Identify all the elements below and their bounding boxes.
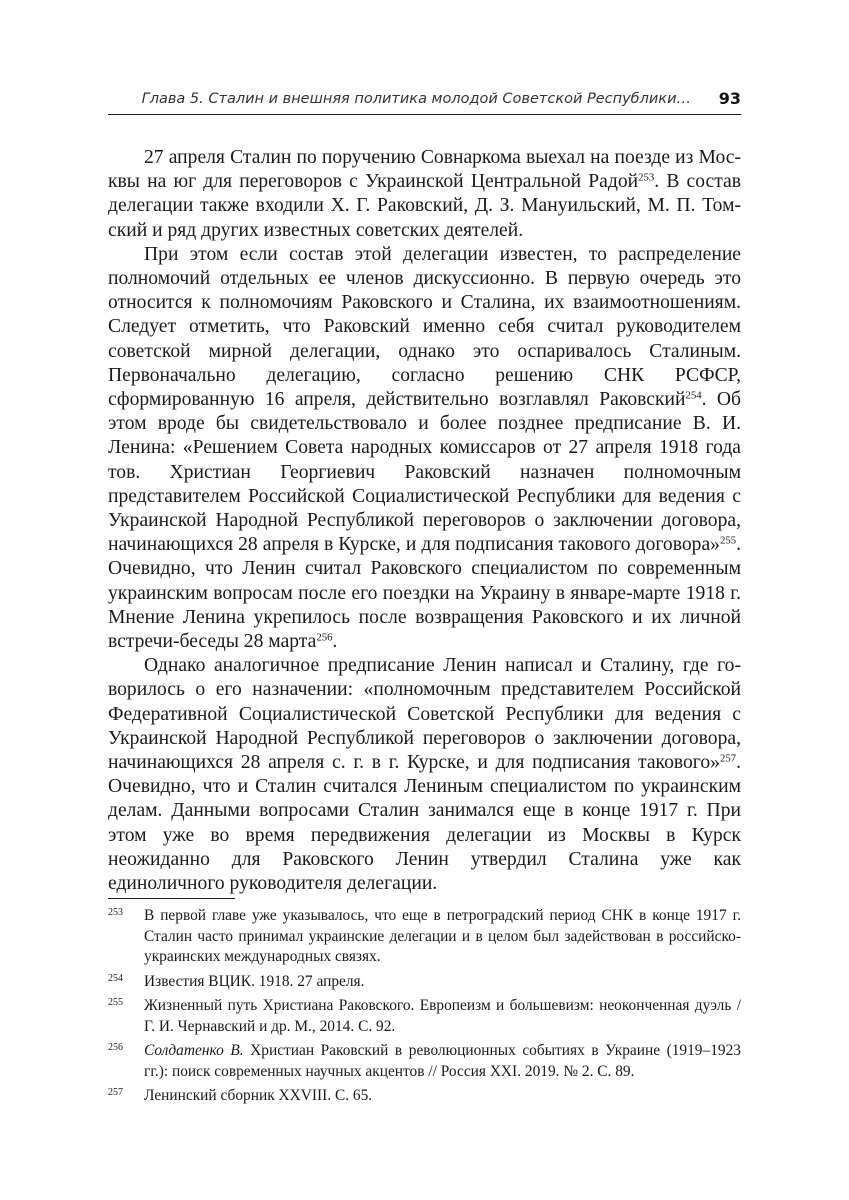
text-span: . В состав делегации также входили Х. Г. Раковский, Д. З. Мануильский, М. П. Томский и ряд других известных советских деятелей. xyxy=(108,171,741,241)
running-header xyxy=(108,88,741,115)
text-span: 27 апреля Сталин по поручению Совнаркома выехал на поезде из Москвы на юг для переговоров с Украинской Центральной Радой xyxy=(108,147,741,193)
paragraph xyxy=(108,654,741,896)
footnote-number: 253 xyxy=(108,907,123,918)
footnote xyxy=(108,906,741,968)
chapter-title: Глава 5. Сталин и внешняя политика молодой Советской Республики… xyxy=(141,91,691,107)
footnote-text: В первой главе уже указывалось, что еще в петроградский период СНК в конце 1917 г. Сталин часто принимал украинские делегации и в целом был задействован в российско-украинских международных связях. xyxy=(144,907,741,965)
paragraph xyxy=(108,146,741,243)
footnote-number: 254 xyxy=(108,972,123,984)
footnote-number: 257 xyxy=(108,1087,123,1098)
footnote-ref[interactable]: 254 xyxy=(685,389,702,402)
footnote-number: 256 xyxy=(108,1042,123,1053)
main-text xyxy=(108,146,741,896)
footnote xyxy=(108,1041,741,1082)
footnote xyxy=(108,1086,741,1107)
footnote-ref[interactable]: 255 xyxy=(719,534,737,547)
footnotes xyxy=(108,906,741,1111)
text-span: . Очевидно, что Ленин считал Раковского специалистом по современным украинским вопросам после его поездки на Украину в январе-марте 1918 г. Мнение Ленина укрепилось после возвращения Раковского и их личной встречи-беседы 28 марта xyxy=(108,534,741,653)
footnote-text: Жизненный путь Христиана Раковского. Европеизм и большевизм: неоконченная дуэль / Г. И. Чернавский и др. М., 2014. С. 92. xyxy=(144,997,741,1035)
footnote xyxy=(108,972,741,993)
footnote-author: Солдатенко В. xyxy=(144,1042,244,1059)
footnote-text: Ленинский сборник XXVIII. С. 65. xyxy=(144,1087,373,1104)
footnote xyxy=(108,996,741,1037)
paragraph xyxy=(108,243,741,654)
page-number: 93 xyxy=(718,89,741,108)
text-span: . Очевидно, что и Сталин считался Лениным специалистом по украинским делам. Данными вопросами Сталин занимался еще в конце 1917 г. При этом уже во время передвижения делегации из Москвы в Курск неожиданно для Раковского Ленин утвердил Сталина уже как единоличного руководителя делегации. xyxy=(108,752,741,895)
footnote-number: 255 xyxy=(108,997,123,1008)
footnote-ref[interactable]: 256 xyxy=(316,631,333,644)
footnote-text: Известия ВЦИК. 1918. 27 апреля. xyxy=(144,972,365,990)
text-span: При этом если состав этой делегации известен, то распределение полномочий отдельных ее членов дискуссионно. В первую очередь это относится к полномочиям Раковского и Сталина, их взаимоотношениям. Следует отметить, что Раковский именно себя считал руководителем советской мирной делегации, однако это оспаривалось Сталиным. Первоначально делегацию, согласно решению СНК РСФСР, сформированную 16 апреля, действительно возглавлял Раковский xyxy=(108,243,741,411)
text-span: Однако аналогичное предписание Ленин написал и Сталину, где говорилось о его назначении: «полномочным представителем Российской Федеративной Социалистической Советской Республики для ведения с Украинской Народной Республикой переговоров о заключении договора, начинающихся 28 апреля с. г. в г. Курске, и для подписания такового» xyxy=(108,655,741,774)
footnote-text: Христиан Раковский в революционных событиях в Украине (1919–1923 гг.): поиск современных научных акцентов // Россия XXI. 2019. № 2. С. 89. xyxy=(144,1042,741,1080)
footnote-ref[interactable]: 253 xyxy=(638,171,655,184)
footnote-ref[interactable]: 257 xyxy=(719,752,737,765)
text-span: . Об этом вроде бы свидетельствовало и более позднее предписание В. И. Ленина: «Решением Совета народных комиссаров от 27 апреля 1918 года тов. Христиан Георгиевич Раковский назначен полномочным представителем Российской Социалистической Республики для ведения с Украинской Народной Республикой переговоров о заключении договора, начинающихся 28 апреля в Курске, и для подписания такового договора» xyxy=(108,389,741,556)
footnote-separator xyxy=(108,898,235,899)
text-span: . xyxy=(332,631,338,653)
